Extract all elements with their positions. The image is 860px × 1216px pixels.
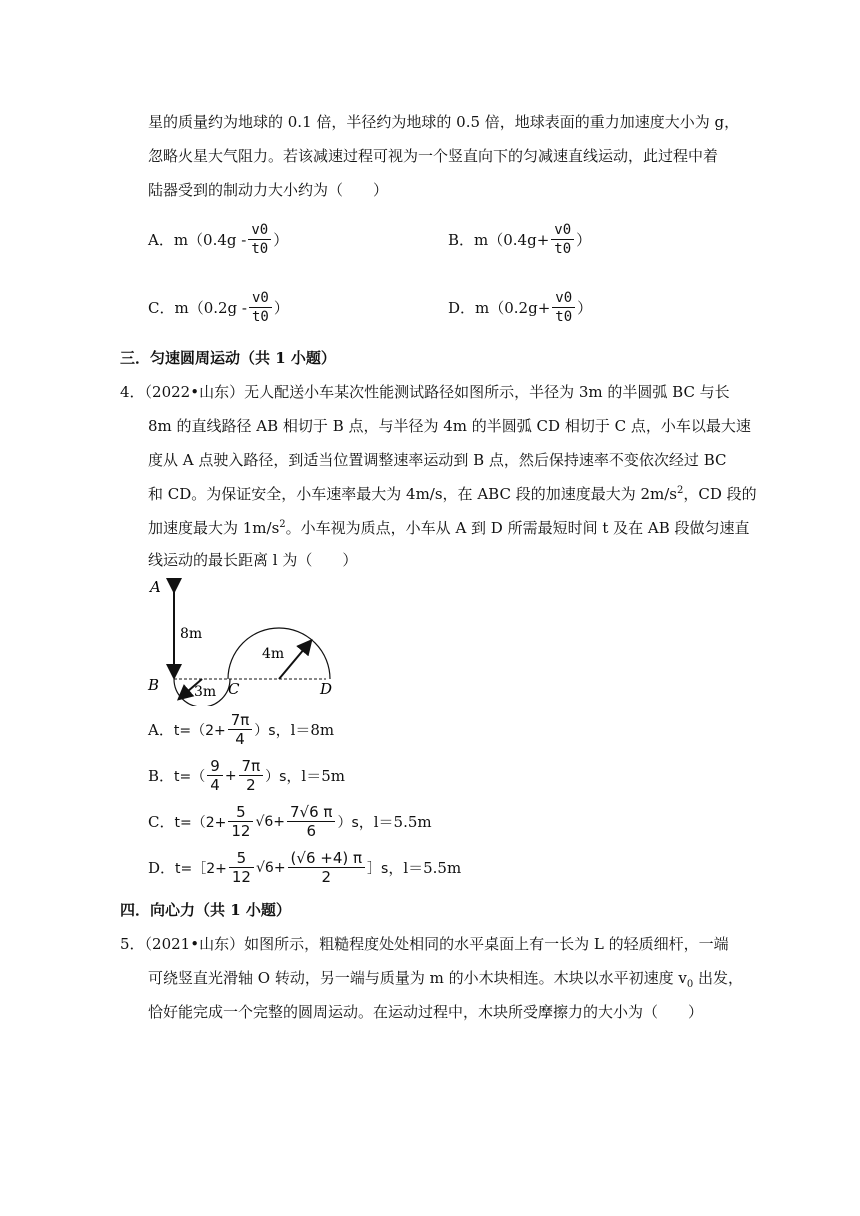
section-3-title: 三．匀速圆周运动（共 1 小题）	[120, 349, 336, 367]
q4-option-b-prefix: t=（	[174, 768, 206, 785]
q4-option-d-prefix: t=［2+	[175, 860, 227, 877]
q4-path-figure	[140, 576, 360, 706]
q3-option-a-den: t0	[251, 241, 269, 257]
q4-stem-line-5	[148, 518, 750, 538]
q4-option-c-fraction-1	[228, 804, 253, 839]
q4-option-d-fraction-1	[229, 850, 254, 885]
q4-option-a	[148, 712, 334, 747]
q4-option-d-plus: +	[273, 859, 286, 876]
q4-option-d-suffix: ］s	[367, 860, 389, 877]
q3-option-c-num: v0	[249, 290, 272, 308]
q4-option-d-num1: 5	[229, 850, 254, 868]
q4-option-d-num2: (√6 +4) π	[288, 850, 365, 868]
q4-option-c-suffix: ）s	[337, 814, 359, 831]
q4-option-c-fraction-2	[287, 804, 335, 839]
q3-option-d-den: t0	[555, 309, 573, 325]
q4-option-a-prefix: t=（2+	[173, 722, 226, 739]
q4-option-a-label: A．	[148, 721, 174, 739]
q3-option-c-label: C．m（0.2g -	[148, 298, 247, 317]
q4-stem-line-6: 线运动的最长距离 l 为（ ）	[148, 551, 358, 569]
q3-option-d-num: v0	[552, 290, 575, 308]
section-4-title: 四．向心力（共 1 小题）	[120, 901, 291, 919]
q4-option-c-num1: 5	[228, 804, 253, 822]
label-3m: 3m	[194, 684, 217, 700]
q5-stem-line-3: 恰好能完成一个完整的圆周运动。在运动过程中，木块所受摩擦力的大小为（ ）	[148, 1003, 704, 1021]
q4-option-c-plus: +	[273, 813, 285, 830]
q3-option-a-num: v0	[248, 222, 271, 240]
q3-option-b-label: B．m（0.4g+	[448, 230, 550, 249]
q3-option-a-label: A．m（0.4g -	[148, 230, 247, 249]
q4-option-c	[148, 804, 432, 839]
q4-option-b-den2: 2	[246, 776, 256, 794]
q3-option-c	[148, 290, 289, 325]
q3-option-b-num: v0	[551, 222, 574, 240]
label-b: B	[148, 676, 160, 694]
q3-option-b-den: t0	[554, 241, 572, 257]
q4-option-b-den1: 4	[210, 776, 220, 794]
q4-option-a-num: 7π	[228, 712, 253, 730]
q5-line2-sub: 0	[686, 979, 694, 990]
q4-option-a-l: ，l＝8m	[275, 721, 335, 739]
q3-option-d-fraction	[552, 290, 575, 325]
q4-option-a-den: 4	[235, 730, 245, 748]
q4-stem-line-1: 4．（2022•山东）无人配送小车某次性能测试路径如图所示，半径为 3m 的半圆弧 BC 与长	[120, 383, 730, 401]
q4-line5-text: 加速度最大为 1m/s	[148, 519, 280, 537]
q4-option-a-fraction	[228, 712, 253, 747]
q5-stem-line-2	[148, 968, 743, 988]
q3-option-d	[448, 290, 592, 325]
q4-option-b-num1: 9	[207, 758, 223, 776]
q3-option-c-den: t0	[252, 309, 269, 325]
q4-option-b-label: B．	[148, 767, 175, 785]
q4-option-d-fraction-2	[288, 850, 365, 885]
q4-option-c-l: ，l＝5.5m	[358, 813, 432, 831]
q4-option-c-den1: 12	[231, 822, 251, 840]
label-4m: 4m	[262, 646, 285, 662]
q4-option-c-num2: 7√6 π	[287, 804, 335, 822]
q4-option-d-label: D．	[148, 859, 176, 877]
q4-line5-sup: 2	[279, 519, 286, 530]
q5-stem-line-1: 5．（2021•山东）如图所示，粗糙程度处处相同的水平桌面上有一长为 L 的轻质细杆，一端	[120, 935, 729, 953]
q5-line2-text: 可绕竖直光滑轴 O 转动，另一端与质量为 m 的小木块相连。木块以水平初速度 v	[148, 969, 687, 987]
label-c: C	[228, 680, 240, 698]
q4-line4-tail: ，CD 段的	[683, 485, 757, 503]
q5-line2-tail: 出发，	[693, 969, 743, 987]
q4-option-d-sqrt6: √6	[255, 859, 274, 876]
label-a: A	[150, 578, 161, 596]
q4-option-c-label: C．	[148, 813, 175, 831]
q4-stem-line-3: 度从 A 点驶入路径，到适当位置调整速率运动到 B 点，然后保持速率不变依次经过 BC	[148, 451, 727, 469]
q3-option-a	[148, 222, 288, 257]
q4-option-d-den2: 2	[321, 868, 332, 886]
q3-option-a-close: ）	[273, 230, 289, 249]
q3-option-d-label: D．m（0.2g+	[448, 298, 551, 317]
q4-option-b-num2: 7π	[239, 758, 264, 776]
q4-line4-sup: 2	[677, 485, 684, 496]
q4-option-c-den2: 6	[306, 822, 316, 840]
q4-line5-tail: 。小车视为质点，小车从 A 到 D 所需最短时间 t 及在 AB 段做匀速直	[285, 519, 750, 537]
q3-stem-line-2: 忽略火星大气阻力。若该减速过程可视为一个竖直向下的匀减速直线运动，此过程中着	[148, 147, 719, 165]
q3-option-b-fraction	[551, 222, 574, 257]
q4-option-c-prefix: t=（2+	[174, 814, 227, 831]
q4-option-c-sqrt6: √6	[255, 813, 274, 830]
q3-option-b	[448, 222, 591, 257]
q4-option-b-fraction-2	[239, 758, 264, 793]
q3-option-a-fraction	[248, 222, 271, 257]
q4-line4-text: 和 CD。为保证安全，小车速率最大为 4m/s，在 ABC 段的加速度最大为 2m/s	[148, 485, 677, 503]
q4-option-b-suffix: ）s	[265, 768, 287, 785]
q3-option-c-close: ）	[273, 298, 289, 317]
q4-option-a-suffix: ）s	[254, 722, 276, 739]
q3-stem-line-1: 星的质量约为地球的 0.1 倍，半径约为地球的 0.5 倍，地球表面的重力加速度大小为 g，	[148, 113, 740, 131]
q3-stem-line-3: 陆器受到的制动力大小约为（ ）	[148, 181, 389, 199]
q4-option-b	[148, 758, 345, 793]
q3-option-d-close: ）	[577, 298, 593, 317]
q4-option-d-den1: 12	[231, 868, 251, 886]
q4-option-b-fraction-1	[207, 758, 223, 793]
q4-option-d-l: ，l＝5.5m	[388, 859, 462, 877]
q4-option-d	[148, 850, 461, 885]
label-8m: 8m	[180, 626, 203, 642]
q3-option-c-fraction	[249, 290, 272, 325]
label-d: D	[320, 680, 333, 698]
q4-stem-line-4	[148, 484, 757, 504]
q4-option-b-l: ，l＝5m	[286, 767, 345, 785]
q4-stem-line-2: 8m 的直线路径 AB 相切于 B 点，与半径为 4m 的半圆弧 CD 相切于 C 点，小车以最大速	[148, 417, 751, 435]
q3-option-b-close: ）	[576, 230, 592, 249]
q4-option-b-plus: +	[224, 767, 237, 784]
